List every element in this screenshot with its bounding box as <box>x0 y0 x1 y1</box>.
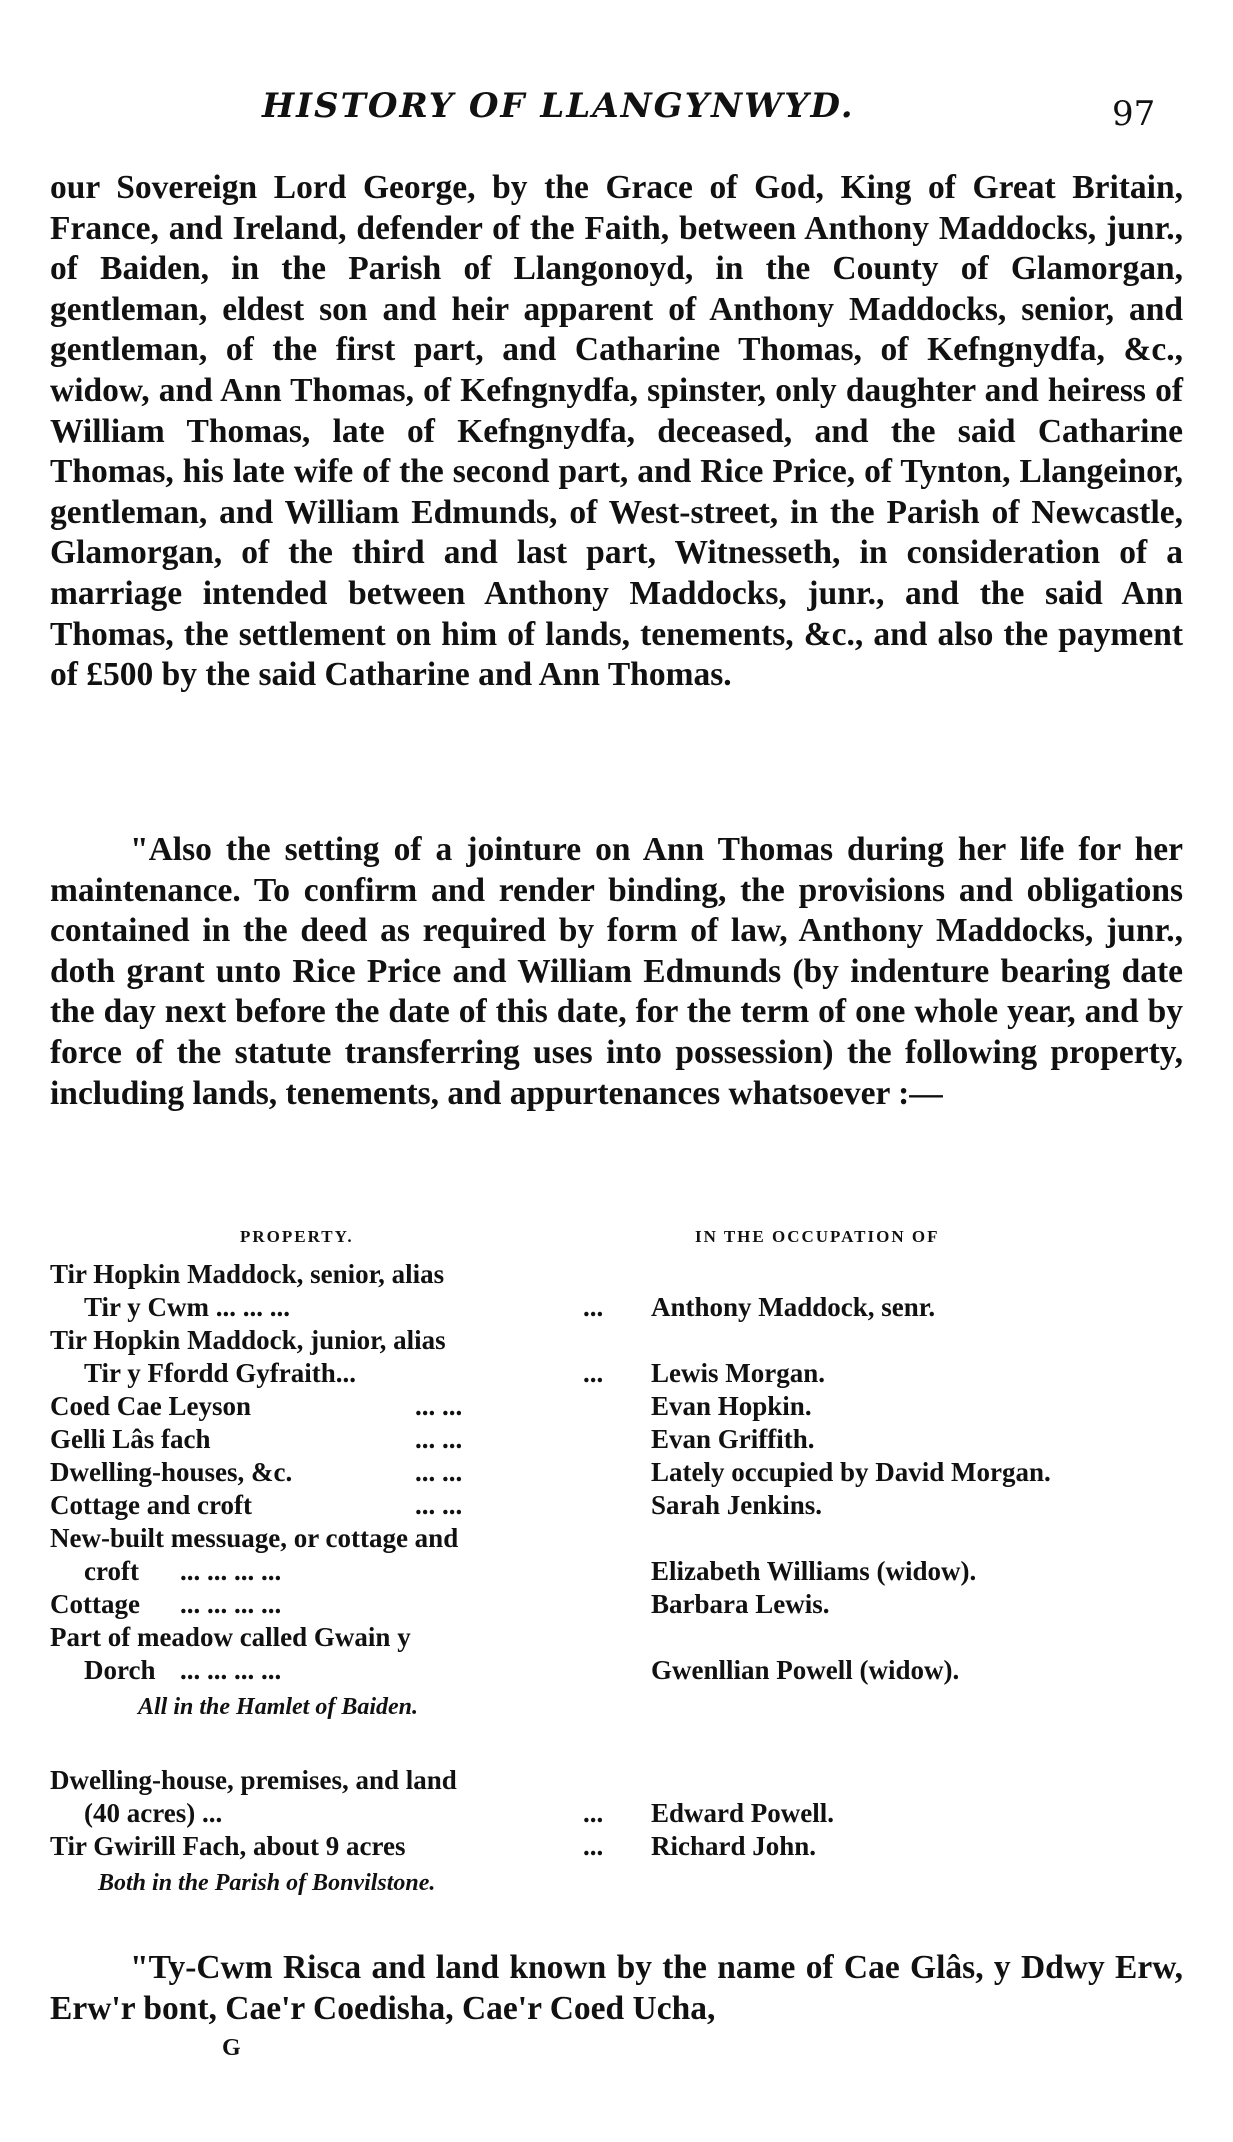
occupation-column-heading: IN THE OCCUPATION OF <box>695 1227 940 1246</box>
leader-dots: ... ... ... ... <box>180 1589 282 1619</box>
occupant-name: Richard John. <box>651 1831 817 1861</box>
property-name: New-built messuage, or cottage and <box>50 1523 459 1553</box>
leader-dots: ... <box>583 1292 604 1322</box>
property-name-continued: croft <box>84 1556 139 1586</box>
leader-dots: ... <box>583 1358 604 1388</box>
leader-dots: ... ... <box>415 1490 463 1520</box>
occupant-name: Sarah Jenkins. <box>651 1490 823 1520</box>
leader-dots: ... ... <box>415 1457 463 1487</box>
occupant-name: Anthony Maddock, senr. <box>651 1292 936 1322</box>
property-name: Gelli Lâs fach <box>50 1424 211 1454</box>
property-name: Coed Cae Leyson <box>50 1391 251 1421</box>
property-name: Dwelling-houses, &c. <box>50 1457 293 1487</box>
parish-note: Both in the Parish of Bonvilstone. <box>98 1870 436 1896</box>
property-name: Part of meadow called Gwain y <box>50 1622 411 1652</box>
occupant-name: Evan Hopkin. <box>651 1391 812 1421</box>
body-paragraph-1: our Sovereign Lord George, by the Grace of God, King of Great Britain, France, and Ireland, defender of the Faith, between Anthony Maddocks, junr., of Baiden, in the Parish of Llangonoyd, in the County of Glamorgan, gentleman, eldest son and heir apparent of Anthony Maddocks, senior, and gentleman, of the first part, and Catharine Thomas, of Kefngnydfa, &c., widow, and Ann Thomas, of Kefngnydfa, spinster, only daughter and heiress of William Thomas, late of Kefngnydfa, deceased, and the said Catharine Thomas, his late wife of the second part, and Rice Price, of Tynton, Llangeinor, gentleman, and William Edmunds, of West-street, in the Parish of Newcastle, Glamorgan, of the third and last part, Witnesseth, in consideration of a marriage intended between Anthony Maddocks, junr., and the said Ann Thomas, the settlement on him of lands, tenements, &c., and also the payment of £500 by the said Catharine and Ann Thomas. <box>50 169 1183 694</box>
leader-dots: ... <box>583 1798 604 1828</box>
occupant-name: Edward Powell. <box>651 1798 835 1828</box>
property-column-heading: PROPERTY. <box>240 1227 354 1246</box>
occupant-name: Evan Griffith. <box>651 1424 815 1454</box>
body-paragraph-3: "Ty-Cwm Risca and land known by the name of Cae Glâs, y Ddwy Erw, Erw'r bont, Cae'r Coedisha, Cae'r Coed Ucha, <box>50 1949 1183 2027</box>
running-head <box>0 86 1233 146</box>
property-name: Cottage and croft <box>50 1490 252 1520</box>
property-name-continued: (40 acres) ... <box>84 1798 223 1828</box>
signature-mark: G <box>222 2035 241 2061</box>
property-name: Tir Hopkin Maddock, junior, alias <box>50 1325 446 1355</box>
property-name-continued: Dorch <box>84 1655 156 1685</box>
occupant-name: Lewis Morgan. <box>651 1358 825 1388</box>
occupant-name: Barbara Lewis. <box>651 1589 830 1619</box>
page-number: 97 <box>1112 94 1156 134</box>
occupant-name: Lately occupied by David Morgan. <box>651 1457 1051 1487</box>
property-name: Dwelling-house, premises, and land <box>50 1765 457 1795</box>
property-name: Cottage <box>50 1589 140 1619</box>
hamlet-note: All in the Hamlet of Baiden. <box>138 1694 419 1720</box>
occupant-name: Elizabeth Williams (widow). <box>651 1556 977 1586</box>
leader-dots: ... ... ... ... <box>180 1556 282 1586</box>
leader-dots: ... <box>583 1831 604 1861</box>
property-name: Tir Hopkin Maddock, senior, alias <box>50 1259 445 1289</box>
body-paragraph-2: "Also the setting of a jointure on Ann Thomas during her life for her maintenance. To confirm and render binding, the provisions and obligations contained in the deed as required by form of law, Anthony Maddocks, junr., doth grant unto Rice Price and William Edmunds (by indenture bearing date the day next before the date of this date, for the term of one whole year, and by force of the statute transferring uses into possession) the following property, including lands, tenements, and appurtenances whatsoever :— <box>50 831 1183 1112</box>
property-name-continued: Tir y Cwm ... ... ... <box>84 1292 291 1322</box>
property-name-continued: Tir y Ffordd Gyfraith... <box>84 1358 357 1388</box>
property-name: Tir Gwirill Fach, about 9 acres <box>50 1831 406 1861</box>
leader-dots: ... ... <box>415 1424 463 1454</box>
leader-dots: ... ... ... ... <box>180 1655 282 1685</box>
occupant-name: Gwenllian Powell (widow). <box>651 1655 960 1685</box>
leader-dots: ... ... <box>415 1391 463 1421</box>
running-title: HISTORY OF LLANGYNWYD. <box>262 86 855 126</box>
